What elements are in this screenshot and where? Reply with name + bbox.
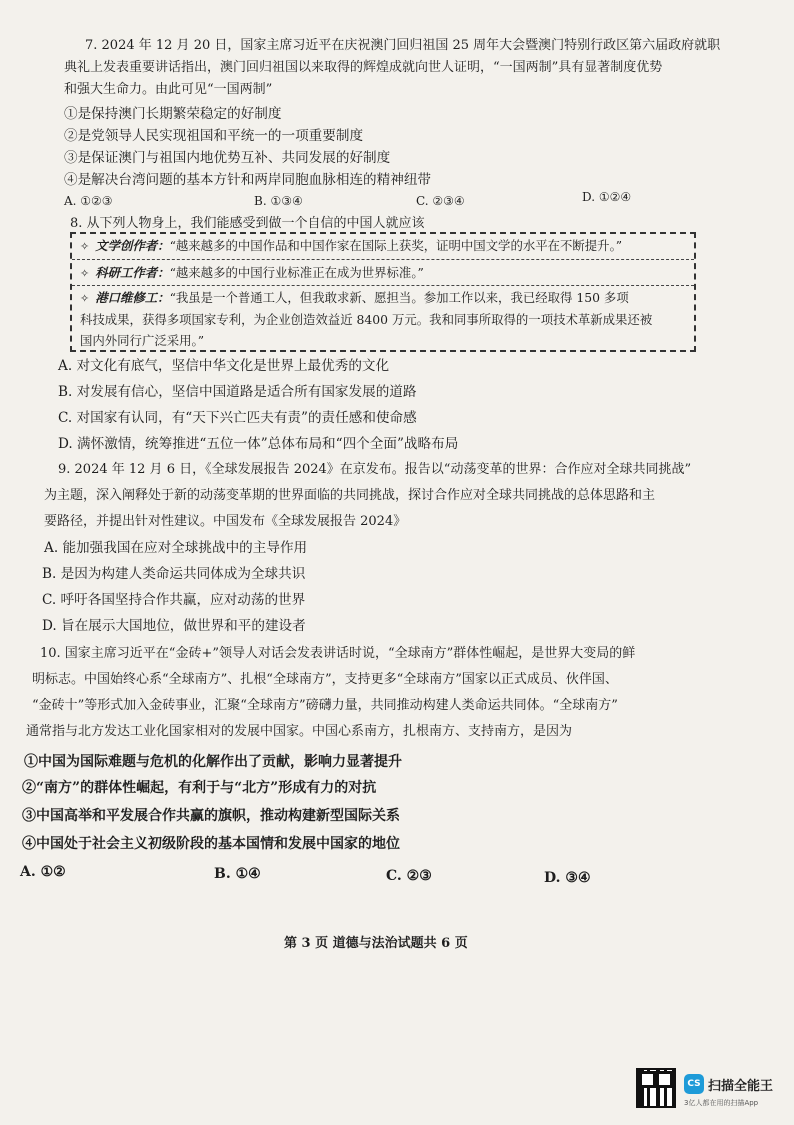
q8-quote-worker-label: 港口维修工： [95,290,170,305]
q8-quote-worker-cont-1: 科技成果，获得多项国家专利，为企业创造效益近 8400 万元。我和同事所取得的一项技术革新成果还被 [80,312,653,327]
q10-stem-line-2: 明标志。中国始终心系“全球南方”、扎根“全球南方”，支持更多“全球南方”国家以正式成员、伙伴国、 [32,672,618,687]
q9-option-b: B. 是因为构建人类命运共同体成为全球共识 [42,566,306,582]
scanner-brand-name: 扫描全能王 [708,1079,774,1094]
q8-box-divider-2 [72,285,694,286]
scanner-slogan: 3亿人都在用的扫描App [684,1099,759,1107]
q8-quote-worker-cont-2: 国内外同行广泛采用。” [80,333,205,348]
qr-code-icon [636,1068,676,1108]
q10-stem-line-1: 10. 国家主席习近平在“金砖+”领导人对话会发表讲话时说，“全球南方”群体性崛起，是世界大变局的鲜 [40,646,636,661]
q9-option-c: C. 呼吁各国坚持合作共赢，应对动荡的世界 [42,592,306,608]
q8-quote-writer [80,236,622,257]
q8-quote-researcher-text: “越来越多的中国行业标准正在成为世界标准。” [169,265,424,280]
q10-option-a: A. ①② [20,864,66,880]
q10-option-b: B. ①④ [214,866,261,882]
diamond-icon: ✧ [80,292,90,305]
q7-option-b: B. ①③④ [254,194,303,208]
q10-option-c: C. ②③ [386,868,432,884]
q8-quote-worker [80,288,629,309]
q7-stem-line-1: 7. 2024 年 12 月 20 日，国家主席习近平在庆祝澳门回归祖国 25 周年大会暨澳门特别行政区第六届政府就职 [85,38,721,53]
q10-item-4: ④中国处于社会主义初级阶段的基本国情和发展中国家的地位 [22,836,400,852]
camscanner-logo-icon: CS [684,1074,704,1094]
q10-item-1: ①中国为国际难题与危机的化解作出了贡献，影响力显著提升 [24,754,402,770]
q8-quote-writer-label: 文学创作者： [95,238,170,253]
q7-item-3: ③是保证澳门与祖国内地优势互补、共同发展的好制度 [64,150,391,166]
q10-stem-line-3: “金砖十”等形式加入金砖事业，汇聚“全球南方”磅礴力量，共同推动构建人类命运共同体。“全球南方” [32,698,618,713]
q10-option-d: D. ③④ [544,870,591,886]
diamond-icon: ✧ [80,240,90,253]
q10-stem-line-4: 通常指与北方发达工业化国家相对的发展中国家。中国心系南方，扎根南方、支持南方，是因为 [26,724,573,739]
q8-stem: 8. 从下列人物身上，我们能感受到做一个自信的中国人就应该 [70,216,425,231]
q9-option-d: D. 旨在展示大国地位，做世界和平的建设者 [42,618,306,634]
q9-stem-line-2: 为主题，深入阐释处于新的动荡变革期的世界面临的共同挑战，探讨合作应对全球共同挑战的总体思路和主 [44,488,656,503]
q7-option-a: A. ①②③ [64,194,113,208]
q8-quote-researcher [80,263,424,284]
q8-option-c: C. 对国家有认同，有“天下兴亡匹夫有责”的责任感和使命感 [58,410,417,426]
q8-option-a: A. 对文化有底气，坚信中华文化是世界上最优秀的文化 [58,358,390,374]
q10-item-2: ②“南方”的群体性崛起，有利于与“北方”形成有力的对抗 [22,780,377,796]
q9-option-a: A. 能加强我国在应对全球挑战中的主导作用 [44,540,308,556]
q7-item-4: ④是解决台湾问题的基本方针和两岸同胞血脉相连的精神纽带 [64,172,432,188]
q7-stem-line-2: 典礼上发表重要讲话指出，澳门回归祖国以来取得的辉煌成就向世人证明，“一国两制”具有显著制度优势 [64,60,663,75]
q8-quote-worker-text: “我虽是一个普通工人，但我敢求新、愿担当。参加工作以来，我已经取得 150 多项 [169,290,629,305]
q10-item-3: ③中国高举和平发展合作共赢的旗帜，推动构建新型国际关系 [22,808,400,824]
q8-option-b: B. 对发展有信心，坚信中国道路是适合所有国家发展的道路 [58,384,417,400]
q7-stem-line-3: 和强大生命力。由此可见“一国两制” [64,82,273,97]
q8-option-d: D. 满怀激情，统筹推进“五位一体”总体布局和“四个全面”战略布局 [58,436,459,452]
q9-stem-line-1: 9. 2024 年 12 月 6 日，《全球发展报告 2024》在京发布。报告以“动荡变革的世界：合作应对全球共同挑战” [58,462,692,477]
q7-item-2: ②是党领导人民实现祖国和平统一的一项重要制度 [64,128,364,144]
diamond-icon: ✧ [80,267,90,280]
q8-box-divider-1 [72,259,694,260]
page-footer: 第 3 页 道德与法治试题共 6 页 [284,936,468,951]
q7-option-c: C. ②③④ [416,194,465,208]
q8-quote-box [70,232,696,352]
q9-stem-line-3: 要路径，并提出针对性建议。中国发布《全球发展报告 2024》 [44,514,407,529]
q7-option-d: D. ①②④ [582,190,632,204]
q8-quote-researcher-label: 科研工作者： [95,265,170,280]
q7-item-1: ①是保持澳门长期繁荣稳定的好制度 [64,106,282,122]
q8-quote-writer-text: “越来越多的中国作品和中国作家在国际上获奖，证明中国文学的水平在不断提升。” [169,238,623,253]
